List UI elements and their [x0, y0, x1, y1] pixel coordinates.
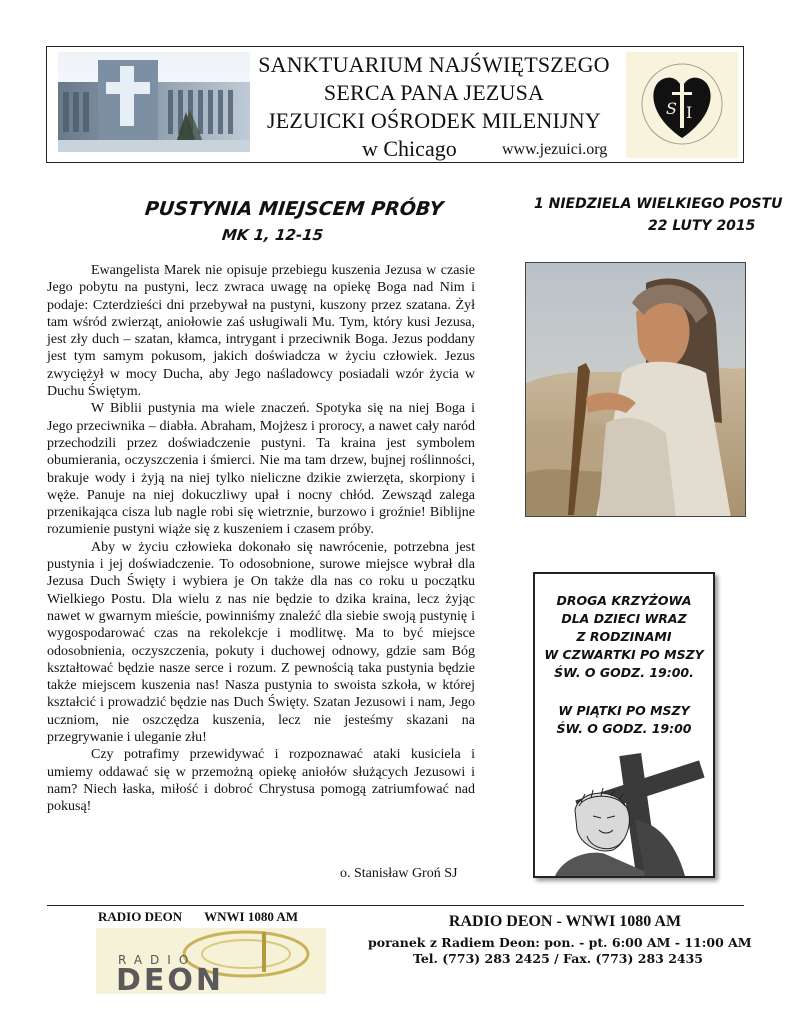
- footer-divider: [47, 905, 744, 906]
- radio-left-name: RADIO DEON: [98, 909, 183, 924]
- stations-line-7: ŚW. O GODZ. 19:00: [556, 721, 692, 736]
- article-paragraph-1: Ewangelista Marek nie opisuje przebiegu kuszenia Jezusa w czasie Jego pobytu na pustyni, lecz zwraca uwagę na opiekę Boga nad Nim i podaje: Czterdzieści dni przebywał na pustyni, kuszony przez szatana. Żył tam wśród zwierząt, aniołowie zaś usługiwali Mu. Tym, który kusi Jezusa, jest zły duch – szatan, kłamca, intrygant i przeciwnik Boga. Jezus poddany jest tym samym pokusom, jakich doświadcza w życiu człowiek. Jezus zwyciężył w mocy Ducha, aby Jego naśladowcy posiadali wzór życia w Duchu Świętym.: [47, 263, 475, 400]
- stations-line-1: DROGA KRZYŻOWA: [556, 593, 692, 608]
- stations-of-the-cross-box: [533, 572, 715, 878]
- svg-text:I: I: [686, 103, 693, 122]
- radio-schedule: poranek z Radiem Deon: pon. - pt. 6:00 AM - 11:00 AM: [368, 935, 752, 950]
- header-title-line1: SANKTUARIUM NAJŚWIĘTSZEGO: [258, 52, 610, 77]
- header-city: w Chicago: [362, 136, 457, 161]
- article-paragraph-4: Czy potrafimy przewidywać i rozpoznawać ataki kusiciela i umiemy oddawać się w przemożną opiekę aniołów służących Jezusowi i nam? Niech łaska, miłość i dobroć Chrystusa pomogą zatriumfować nad pokusą!: [47, 747, 475, 815]
- jesus-in-desert-photo: [525, 262, 746, 517]
- article-body: [47, 262, 475, 816]
- stations-line-5: ŚW. O GODZ. 19:00.: [554, 665, 694, 680]
- jesus-carrying-cross-drawing: [535, 750, 713, 876]
- deon-logo-radio-text: RADIO: [118, 953, 197, 967]
- sunday-title: 1 NIEDZIELA WIELKIEGO POSTU: [534, 196, 783, 212]
- article-title: PUSTYNIA MIEJSCEM PRÓBY: [143, 198, 445, 220]
- stations-line-3: Z RODZINAMI: [576, 629, 672, 644]
- header-title-line2: SERCA PANA JEZUSA: [323, 80, 545, 105]
- header-title-line3: JEZUICKI OŚRODEK MILENIJNY: [267, 108, 601, 133]
- sunday-date: 22 LUTY 2015: [648, 218, 756, 234]
- church-photo: [58, 52, 250, 152]
- radio-right-title: RADIO DEON - WNWI 1080 AM: [448, 913, 682, 930]
- radio-left-heading: [98, 909, 298, 925]
- article-scripture-reference: MK 1, 12-15: [221, 226, 325, 244]
- deon-logo-deon-text: DEON: [116, 963, 225, 994]
- header-website-link[interactable]: www.jezuici.org: [502, 141, 608, 158]
- stations-line-6: W PIĄTKI PO MSZY: [558, 703, 690, 718]
- radio-left-station: WNWI 1080 AM: [204, 909, 299, 924]
- radio-contact: Tel. (773) 283 2425 / Fax. (773) 283 2435: [412, 951, 703, 966]
- svg-text:S: S: [666, 99, 677, 118]
- radio-deon-logo: [96, 928, 326, 994]
- article-paragraph-3: Aby w życiu człowieka dokonało się nawrócenie, potrzebna jest pustynia i jej doświadczenie. To odosobnione, surowe miejsce wybrał dla Jezusa Duch Święty i wybiera je On także dla nas co roku u początku Wielkiego Postu. Dla wielu z nas nie będzie to dzika kraina, lecz żyjąc nawet w gwarnym mieście, powinniśmy znaleźć dla siebie swoją pustynię i wygospodarować czas na rekolekcje i modlitwę. Ma to być miejsce odosobnienia, oczyszczenia, pokuty i duchowej odnowy, gdzie sam Bóg kształtować będzie nasze serce i rozum. Z pewnością taka pustynia będzie także miejscem kuszenia nas! Nasza pustynia to swoista szkoła, w której kształcić i prowadzić będzie nas Duch Święty. Szatan Jezusowi i nam, Jego uczniom, nie oszczędza kuszenia, lecz nie jesteśmy skazani na przegrywanie i uleganie złu!: [47, 539, 475, 746]
- article-paragraph-2: W Biblii pustynia ma wiele znaczeń. Spotyka się na niej Boga i Jego przeciwnika – diabła. Abraham, Mojżesz i prorocy, a nawet cały naród przechodzili przez doświadczenie pustyni. Ta kraina jest symbolem obumierania, oczyszczenia i śmierci. Nie ma tam drzew, bujnej roślinności, brakuje wody i żyją na niej tylko nieliczne dzikie zwierzęta, skorpiony i węże. Panuje na niej dokuczliwy upał i nocny chłód. Zewsząd zalega przenikająca cisza lub nagle robi się wietrznie, burzowo i groźnie! Biblijne rozumienie pustyni wiąże się z kuszeniem i czasem próby.: [47, 401, 475, 538]
- stations-line-2: DLA DZIECI WRAZ: [561, 611, 687, 626]
- stations-line-4: W CZWARTKI PO MSZY: [544, 647, 704, 662]
- jesuits-chicago-logo: [626, 52, 738, 158]
- article-signature: o. Stanisław Groń SJ: [340, 866, 458, 881]
